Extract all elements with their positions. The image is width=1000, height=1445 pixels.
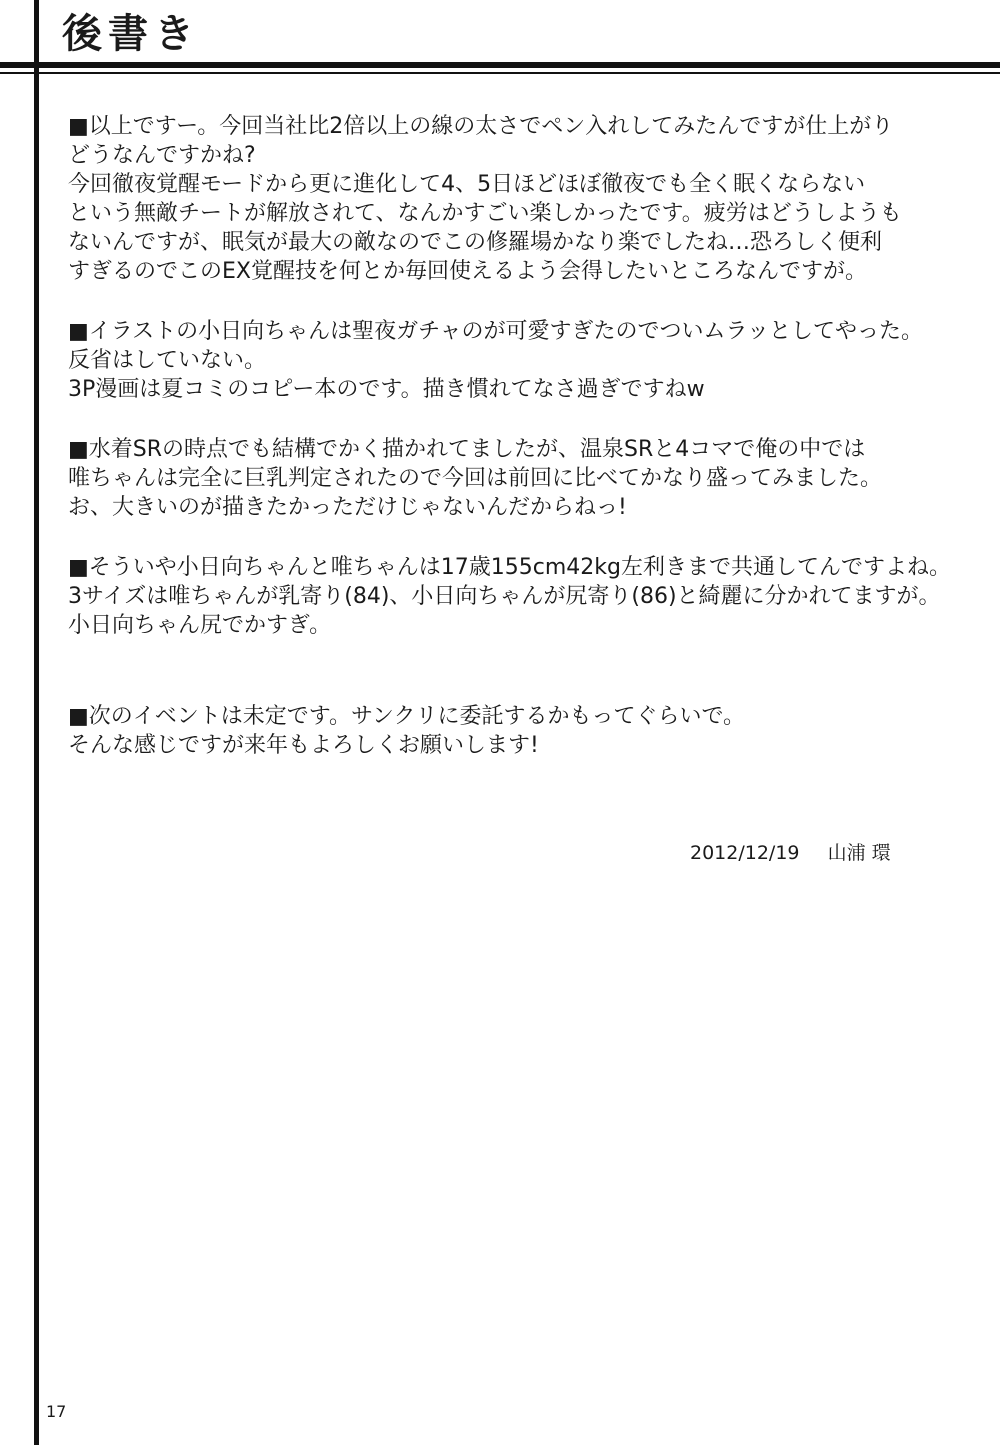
text-line: お、大きいのが描きたかっただけじゃないんだからねっ!	[68, 495, 627, 520]
paragraph-next-event	[68, 702, 983, 760]
text-line: ■次のイベントは未定です。サンクリに委託するかもってぐらいで。	[68, 704, 746, 729]
text-line: ■水着SRの時点でも結構でかく描かれてましたが、温泉SRと4コマで俺の中では	[68, 437, 866, 462]
signature-date: 2012/12/19	[690, 842, 800, 864]
page-title: 後書き	[62, 11, 200, 57]
text-line: 今回徹夜覚醒モードから更に進化して4、5日ほどほぼ徹夜でも全く眠くならない	[68, 172, 866, 197]
text-line: 唯ちゃんは完全に巨乳判定されたので今回は前回に比べてかなり盛ってみました。	[68, 466, 883, 491]
page-frame-top-rule	[0, 72, 1000, 74]
paragraph-pen-work	[68, 112, 983, 286]
text-line: 3サイズは唯ちゃんが乳寄り(84)、小日向ちゃんが尻寄り(86)と綺麗に分かれてますが。	[68, 584, 941, 609]
text-line: ■そういや小日向ちゃんと唯ちゃんは17歳155cm42kg左利きまで共通してんですよね。	[68, 555, 951, 580]
text-line: 小日向ちゃん尻でかすぎ。	[68, 613, 332, 638]
text-line: 3P漫画は夏コミのコピー本のです。描き慣れてなさ過ぎですねw	[68, 377, 705, 402]
signature	[690, 840, 891, 866]
text-line: ■以上ですー。今回当社比2倍以上の線の太さでペン入れしてみたんですが仕上がり	[68, 114, 894, 139]
afterword-body	[68, 112, 983, 791]
text-line: 反省はしていない。	[68, 348, 267, 373]
text-line: すぎるのでこのEX覚醒技を何とか毎回使えるよう会得したいところなんですが。	[68, 259, 867, 284]
page-frame-top-border	[0, 62, 1000, 68]
paragraph-swimsuit	[68, 435, 983, 522]
text-line: そんな感じですが来年もよろしくお願いします!	[68, 733, 539, 758]
signature-author: 山浦 環	[827, 842, 891, 864]
page-number: 17	[46, 1402, 67, 1421]
text-line: ないんですが、眠気が最大の敵なのでこの修羅場かなり楽でしたね…恐ろしく便利	[68, 230, 883, 255]
text-line: ■イラストの小日向ちゃんは聖夜ガチャのが可愛すぎたのでついムラッとしてやった。	[68, 319, 924, 344]
paragraph-illustration	[68, 317, 983, 404]
text-line: という無敵チートが解放されて、なんかすごい楽しかったです。疲労はどうしようも	[68, 201, 902, 226]
paragraph-characters	[68, 553, 983, 640]
page-frame-left-border	[34, 0, 39, 1445]
text-line: どうなんですかね?	[68, 143, 256, 168]
